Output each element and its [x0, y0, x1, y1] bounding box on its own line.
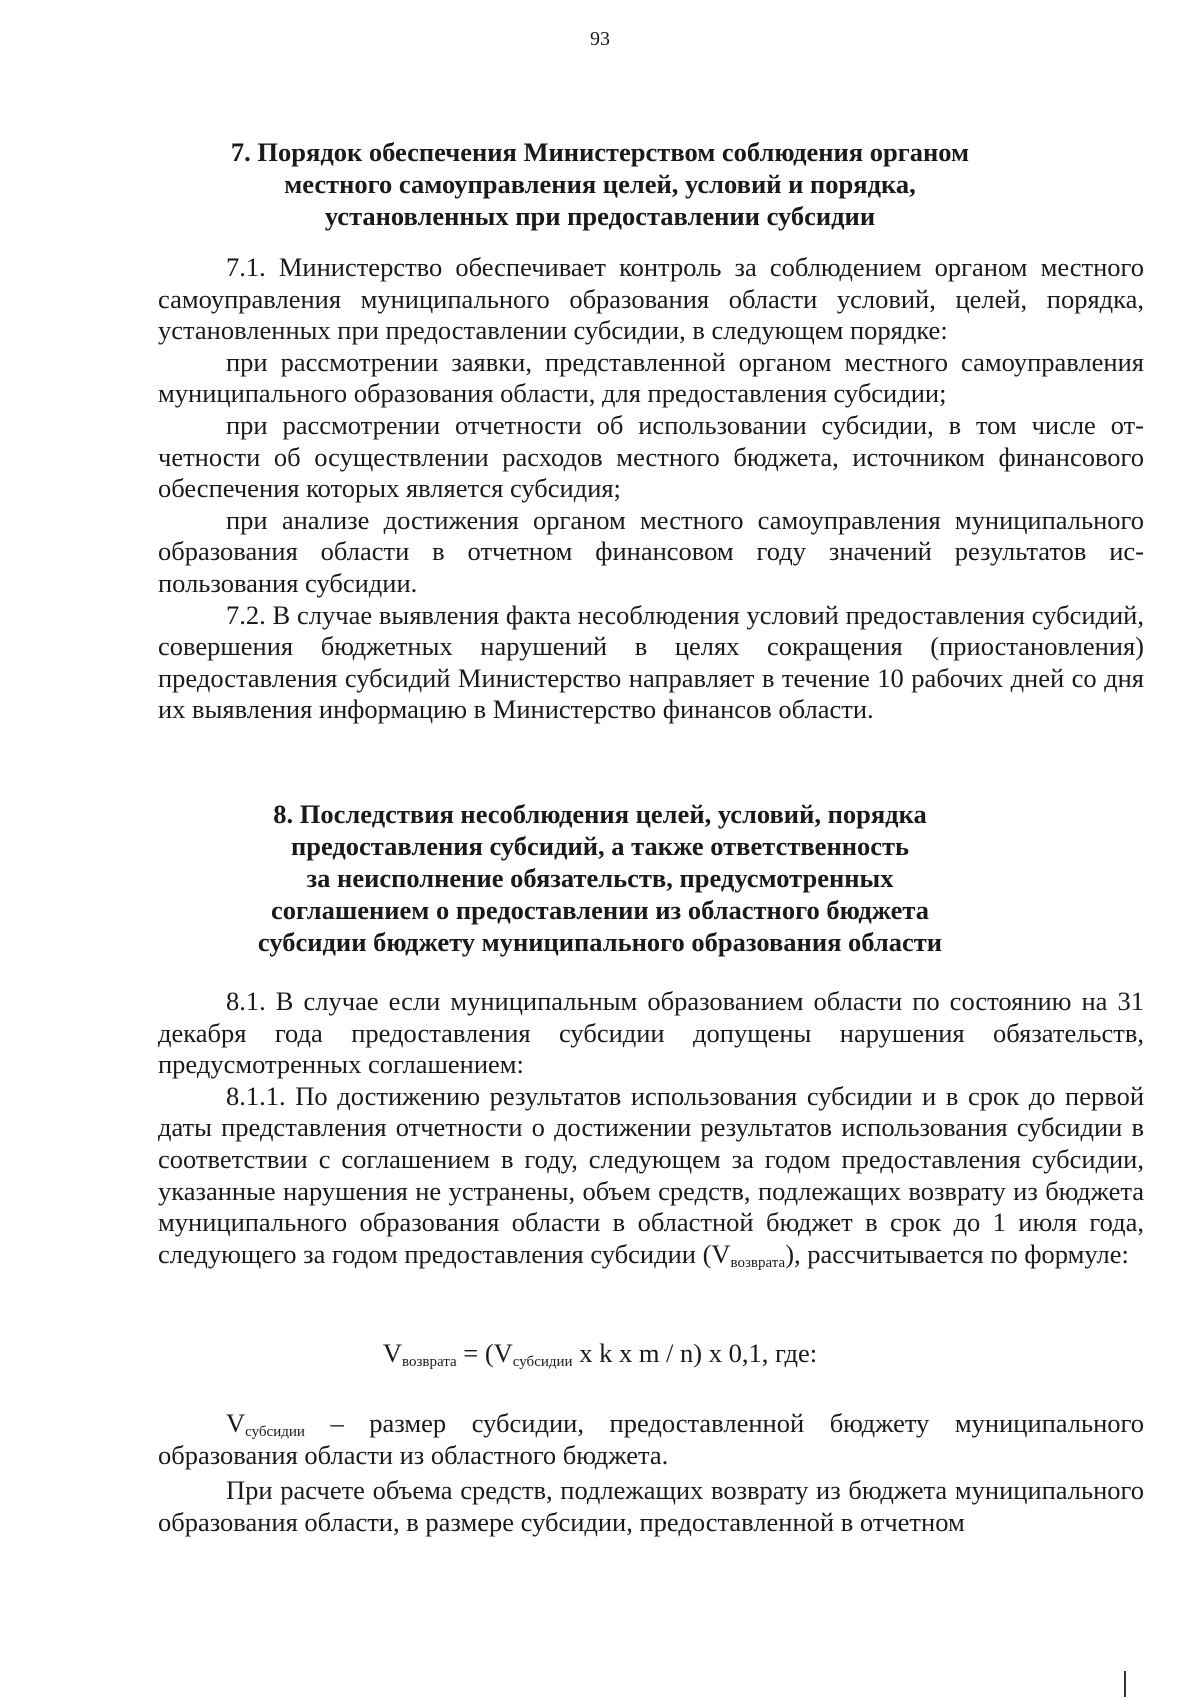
heading-line: соглашением о предоставлении из областного бюджета — [271, 895, 929, 925]
formula-part-1: = (V — [456, 1338, 513, 1368]
section-8-body — [158, 986, 1144, 1270]
return-formula — [0, 1337, 1200, 1369]
paragraph-item: при рассмотрении отчетности об использовании субсидии, в том числе отчетности об осуществлении расходов местного бюджета, источником финансового обеспечения которых является субсидия; — [158, 409, 1144, 504]
scan-mark — [1124, 1671, 1126, 1697]
paragraph-8-1-1-text: 8.1.1. По достижению результатов использования субсидии и в срок до первой даты представления отчетности о достижении результатов использования субсидии в соответствии с соглашением в году, следующем за годом предоставления субсидии, указанные нарушения не устранены, объем средств, подлежащих возврату из бюджета муниципального образования области в областной бюджет в срок до 1 июля года, следующего за годом предоставления субсидии — [158, 1080, 1144, 1269]
definition-v-subsidy — [158, 1408, 1144, 1471]
formula-subsidy-subscript: субсидии — [512, 1354, 573, 1370]
page-number: 93 — [590, 28, 610, 50]
paragraph-item: при рассмотрении заявки, представленной органом местного самоуправления муниципального образования области, для предоставления субсидии; — [158, 346, 1144, 409]
heading-line: за неисполнение обязательств, предусмотренных — [306, 863, 894, 893]
section-8-heading — [150, 798, 1050, 958]
section-7-heading — [150, 136, 1050, 232]
heading-line: местного самоуправления целей, условий и порядка, — [284, 169, 916, 199]
formula-definitions — [158, 1408, 1144, 1538]
definition-v-subscript: субсидии — [245, 1424, 305, 1440]
paragraph-7-2: 7.2. В случае выявления факта несоблюдения условий предоставления субсидий, совершения бюджетных нарушений в целях сокращения (приостановления) предоставления субсидий Министерство направляет в течение 10 рабочих дней со дня их выявления информацию в Министерство финансов области. — [158, 599, 1144, 725]
section-7-body — [158, 252, 1144, 726]
heading-line: установленных при предоставлении субсидии — [324, 201, 876, 231]
formula-v: V — [382, 1338, 402, 1368]
paragraph-7-1: 7.1. Министерство обеспечивает контроль за соблюдением органом местного самоуправления муниципального образования области условий, целей, порядка, установленных при предоставлении субсидии, в следующем порядке: — [158, 252, 1144, 346]
formula-v-subscript: возврата — [401, 1354, 457, 1370]
definition-text: – размер субсидии, предоставленной бюджету муниципального образования области из областного бюджета. — [158, 1408, 1144, 1470]
paragraph-8-1: 8.1. В случае если муниципальным образованием области по состоянию на 31 декабря года предоставления субсидии допущены нарушения обязательств, предусмотренных соглашением: — [158, 986, 1144, 1080]
heading-line: 7. Порядок обеспечения Министерством соблюдения органом — [230, 137, 970, 167]
paragraph-8-1-1 — [158, 1081, 1144, 1271]
v-return-open: (V — [702, 1238, 731, 1269]
definition-v: V — [226, 1408, 246, 1438]
v-return-close: ), рассчитывается по формуле: — [785, 1238, 1129, 1269]
paragraph-calculation: При расчете объема средств, подлежащих возврату из бюджета муниципального образования области, в размере субсидии, предоставленной в отчетном — [158, 1475, 1144, 1537]
paragraph-item: при анализе достижения органом местного самоуправления муниципального образования области в отчетном финансовом году значений результатов использования субсидии. — [158, 504, 1144, 598]
v-return-subscript: возврата — [730, 1254, 786, 1271]
heading-line: предоставления субсидий, а также ответственность — [290, 831, 910, 861]
formula-part-2: x k x m / n) x 0,1, где: — [572, 1338, 818, 1368]
heading-line: 8. Последствия несоблюдения целей, условий, порядка — [273, 799, 927, 829]
heading-line: субсидии бюджету муниципального образования области — [257, 927, 943, 957]
